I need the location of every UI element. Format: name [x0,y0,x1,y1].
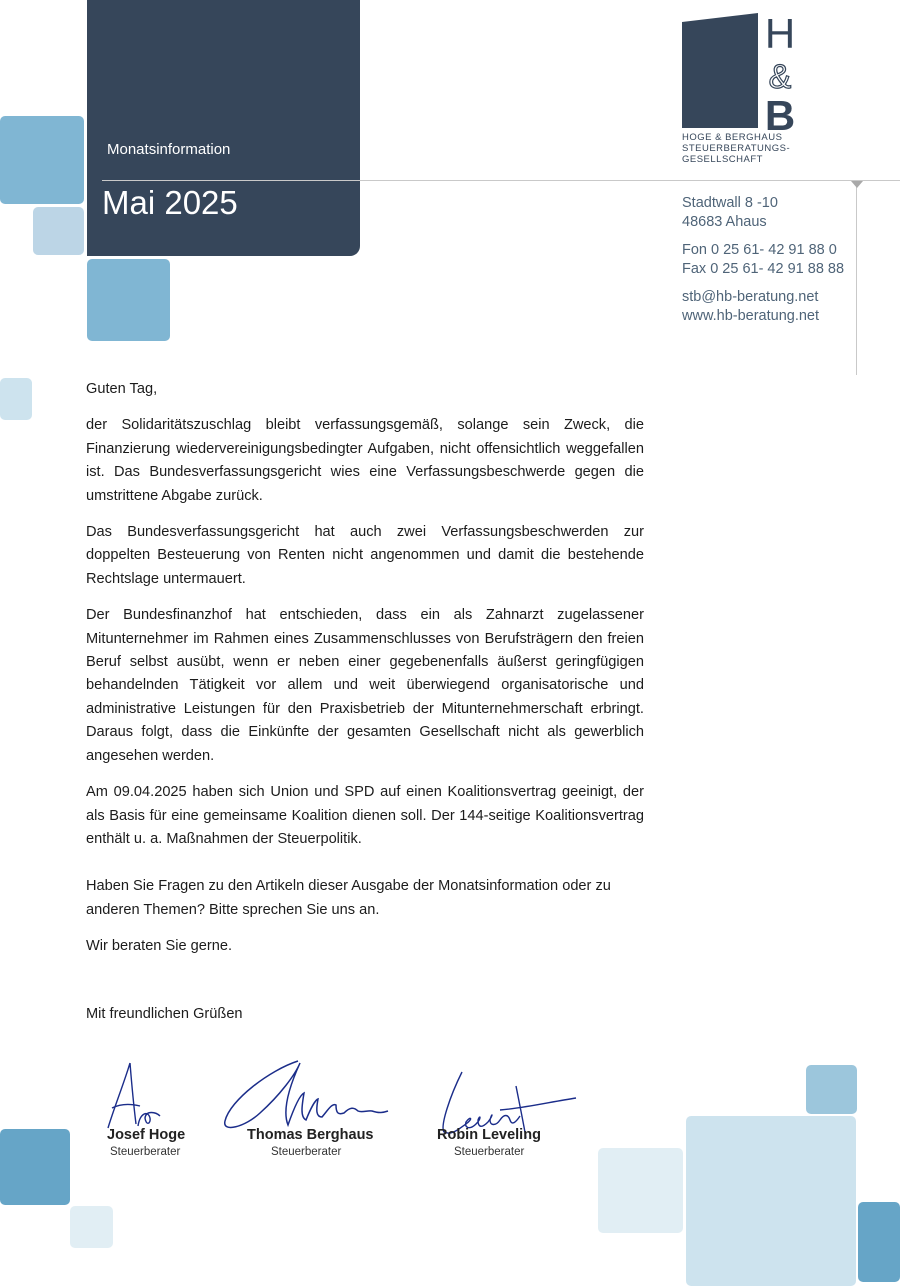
contact-fax: Fax 0 25 61- 42 91 88 88 [682,261,845,277]
questions-paragraph: Haben Sie Fragen zu den Artikeln dieser Ausgabe der Monatsinformation oder zu anderen Themen? Bitte sprechen Sie uns an. [86,878,611,918]
paragraph: Am 09.04.2025 haben sich Union und SPD auf einen Koalitionsvertrag geeinigt, der als Basis für eine gemeinsame Koalition dienen soll. Der 144-seitige Koalitionsvertrag enthält u. a. Maßnahmen der Steuerpolitik. [86,784,644,847]
decor-square [70,1206,113,1248]
signatory-role: Steuerberater [454,1146,525,1158]
decor-square [0,116,84,204]
signature-thomas-berghaus [220,1055,395,1135]
contact-street: Stadtwall 8 -10 [682,195,778,211]
document-month: Mai 2025 [102,184,238,221]
logo-line: STEUERBERATUNGS- [682,143,791,154]
signatory-role: Steuerberater [110,1146,181,1158]
svg-text:&: & [768,58,792,96]
contact-city: 48683 Ahaus [682,214,767,230]
document-type: Monatsinformation [107,141,231,158]
vertical-divider [856,183,857,375]
decor-square [598,1148,683,1233]
contact-phone: Fon 0 25 61- 42 91 88 0 [682,242,837,258]
greeting: Guten Tag, [86,381,158,397]
decor-square [806,1065,857,1114]
offer-line: Wir beraten Sie gerne. [86,938,233,955]
letter-body [86,378,644,972]
signatory-name: Robin Leveling [437,1127,541,1143]
svg-text:H: H [764,10,796,57]
svg-text:B: B [764,92,796,139]
contact-email[interactable]: stb@hb-beratung.net [682,289,819,305]
paragraph: der Solidaritätszuschlag bleibt verfassungsgemäß, solange sein Zweck, die Finanzierung wiedervereinigungsbedingter Aufgaben, nicht offensichtlich weggefallen ist. Das Bundesverfassungsgericht wies eine Verfassungsbeschwerde gegen die umstrittene Abgabe zurück. [86,417,644,504]
decor-square [0,1129,70,1205]
signatory-name: Thomas Berghaus [247,1127,374,1143]
paragraph: Der Bundesfinanzhof hat entschieden, dass ein als Zahnarzt zugelassener Mitunternehmer im Rahmen eines Zusammenschlusses von Berufsträgern den freien Beruf selbst ausübt, wenn er neben einer gegebenenfalls äußerst geringfügigen behandelnden Tätigkeit vor allem und weit überwiegend organisatorische und administrative Leistungen für den Praxisbetrieb der Mitunternehmerschaft erbringt. Daraus folgt, dass die Einkünfte der gesamten Gesellschaft nicht als gewerblich angesehen werden. [86,607,644,764]
decor-square [0,378,32,420]
paragraph: Das Bundesverfassungsgericht hat auch zwei Verfassungsbeschwerden zur doppelten Besteuerung von Renten nicht angenommen und damit die bestehende Rechtslage untermauert. [86,524,644,587]
signatory-name: Josef Hoge [107,1127,186,1143]
decor-square [858,1202,900,1282]
logo-line: GESELLSCHAFT [682,154,763,165]
signatory-role: Steuerberater [271,1146,342,1158]
logo-line: HOGE & BERGHAUS [682,132,783,143]
decor-square [33,207,84,255]
header-divider [102,180,900,181]
divider-marker [851,181,863,188]
logo-company-name [682,132,790,165]
decor-square [686,1116,856,1286]
contact-block [682,194,844,326]
decor-square [87,259,170,341]
closing-regards: Mit freundlichen Grüßen [86,1006,243,1022]
contact-website[interactable]: www.hb-beratung.net [682,308,820,324]
signature-josef-hoge [100,1058,170,1133]
